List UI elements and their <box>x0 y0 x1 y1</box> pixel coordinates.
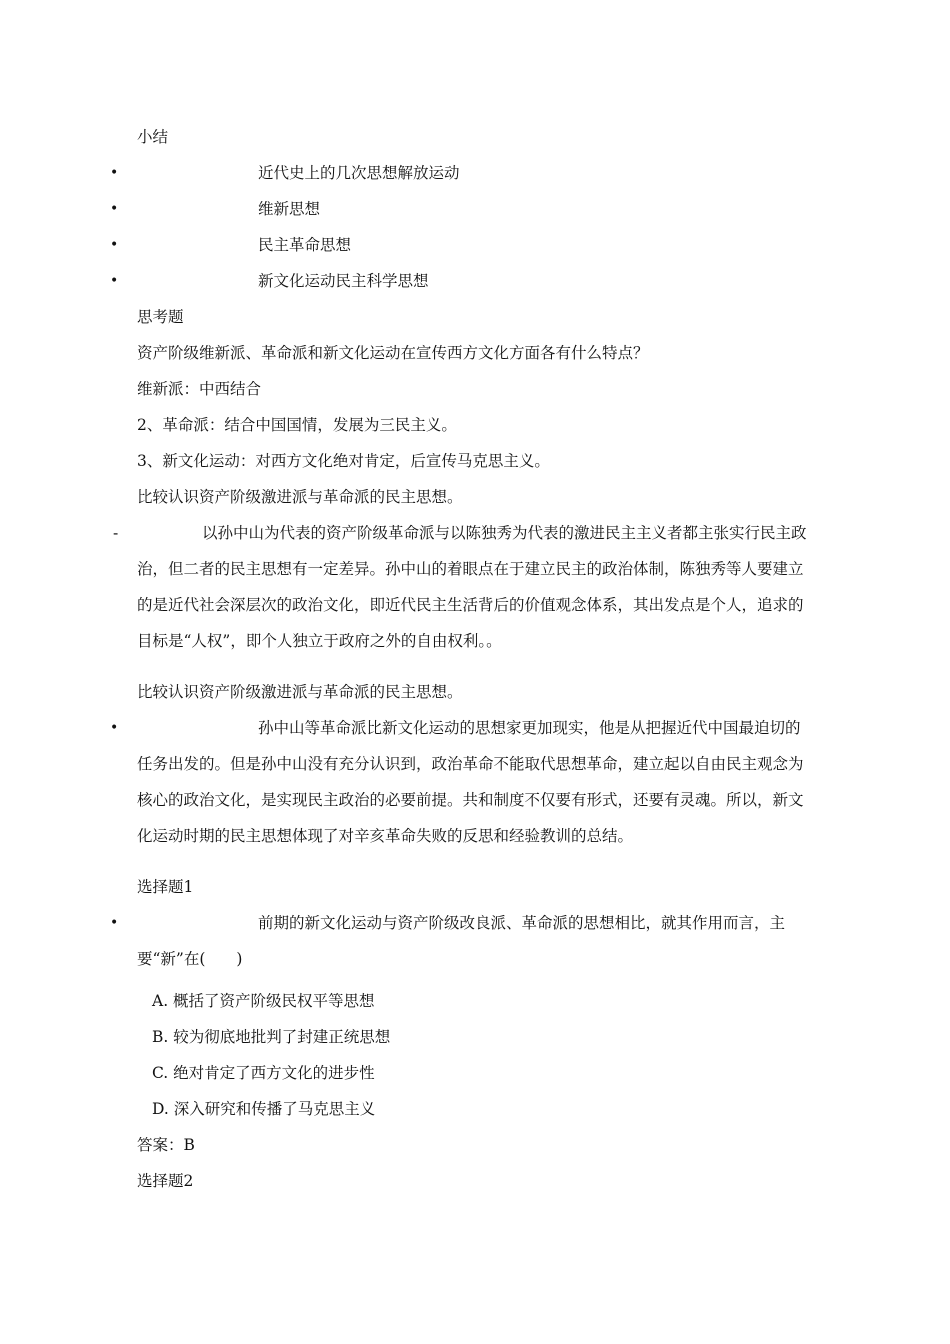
summary-item: 维新思想 <box>258 200 321 218</box>
thinking-heading: 思考题 <box>137 308 184 326</box>
bullet-marker: • <box>110 273 119 289</box>
choice-option: B. 较为彻底地批判了封建正统思想 <box>152 1028 391 1046</box>
summary-heading: 小结 <box>137 128 169 146</box>
choice-option: C. 绝对肯定了西方文化的进步性 <box>152 1064 375 1082</box>
bullet-marker: • <box>110 201 119 217</box>
summary-item: 近代史上的几次思想解放运动 <box>258 164 460 182</box>
compare-paragraph <box>137 515 813 659</box>
summary-item: 新文化运动民主科学思想 <box>258 272 429 290</box>
choice-heading: 选择题1 <box>137 878 194 896</box>
summary-item: 民主革命思想 <box>258 236 352 254</box>
bullet-marker: • <box>110 165 119 181</box>
compare-paragraph-text: 以孙中山为代表的资产阶级革命派与以陈独秀为代表的激进民主主义者都主张实行民主政治，但二者的民主思想有一定差异。孙中山的着眼点在于建立民主的政治体制，陈独秀等人要建立的是近代社会深层次的政治文化，即近代民主生活背后的价值观念体系，其出发点是个人，追求的目标是“人权”，即个人独立于政府之外的自由权利。。 <box>137 524 807 650</box>
thinking-answer: 3、新文化运动：对西方文化绝对肯定，后宣传马克思主义。 <box>137 452 550 470</box>
bullet-marker: • <box>110 915 119 931</box>
dash-marker: - <box>113 524 119 542</box>
choice-question <box>137 905 813 977</box>
compare-paragraph-text: 孙中山等革命派比新文化运动的思想家更加现实，他是从把握近代中国最迫切的任务出发的。但是孙中山没有充分认识到，政治革命不能取代思想革命，建立起以自由民主观念为核心的政治文化，是实现民主政治的必要前提。共和制度不仅要有形式，还要有灵魂。所以，新文化运动时期的民主思想体现了对辛亥革命失败的反思和经验教训的总结。 <box>137 719 804 845</box>
bullet-marker: • <box>110 237 119 253</box>
thinking-answer: 2、革命派：结合中国国情，发展为三民主义。 <box>137 416 457 434</box>
choice-question-text: 前期的新文化运动与资产阶级改良派、革命派的思想相比，就其作用而言，主要“新”在( ) <box>137 914 786 968</box>
choice-option: A. 概括了资产阶级民权平等思想 <box>152 992 375 1010</box>
thinking-answer: 维新派：中西结合 <box>137 380 262 398</box>
compare-heading: 比较认识资产阶级激进派与革命派的民主思想。 <box>137 488 463 506</box>
choice-option: D. 深入研究和传播了马克思主义 <box>152 1100 376 1118</box>
compare-heading: 比较认识资产阶级激进派与革命派的民主思想。 <box>137 683 463 701</box>
thinking-question: 资产阶级维新派、革命派和新文化运动在宣传西方文化方面各有什么特点？ <box>137 344 649 362</box>
choice-answer: 答案：B <box>137 1136 195 1154</box>
choice-heading: 选择题2 <box>137 1172 194 1190</box>
compare-paragraph <box>137 710 813 854</box>
bullet-marker: • <box>110 720 119 736</box>
